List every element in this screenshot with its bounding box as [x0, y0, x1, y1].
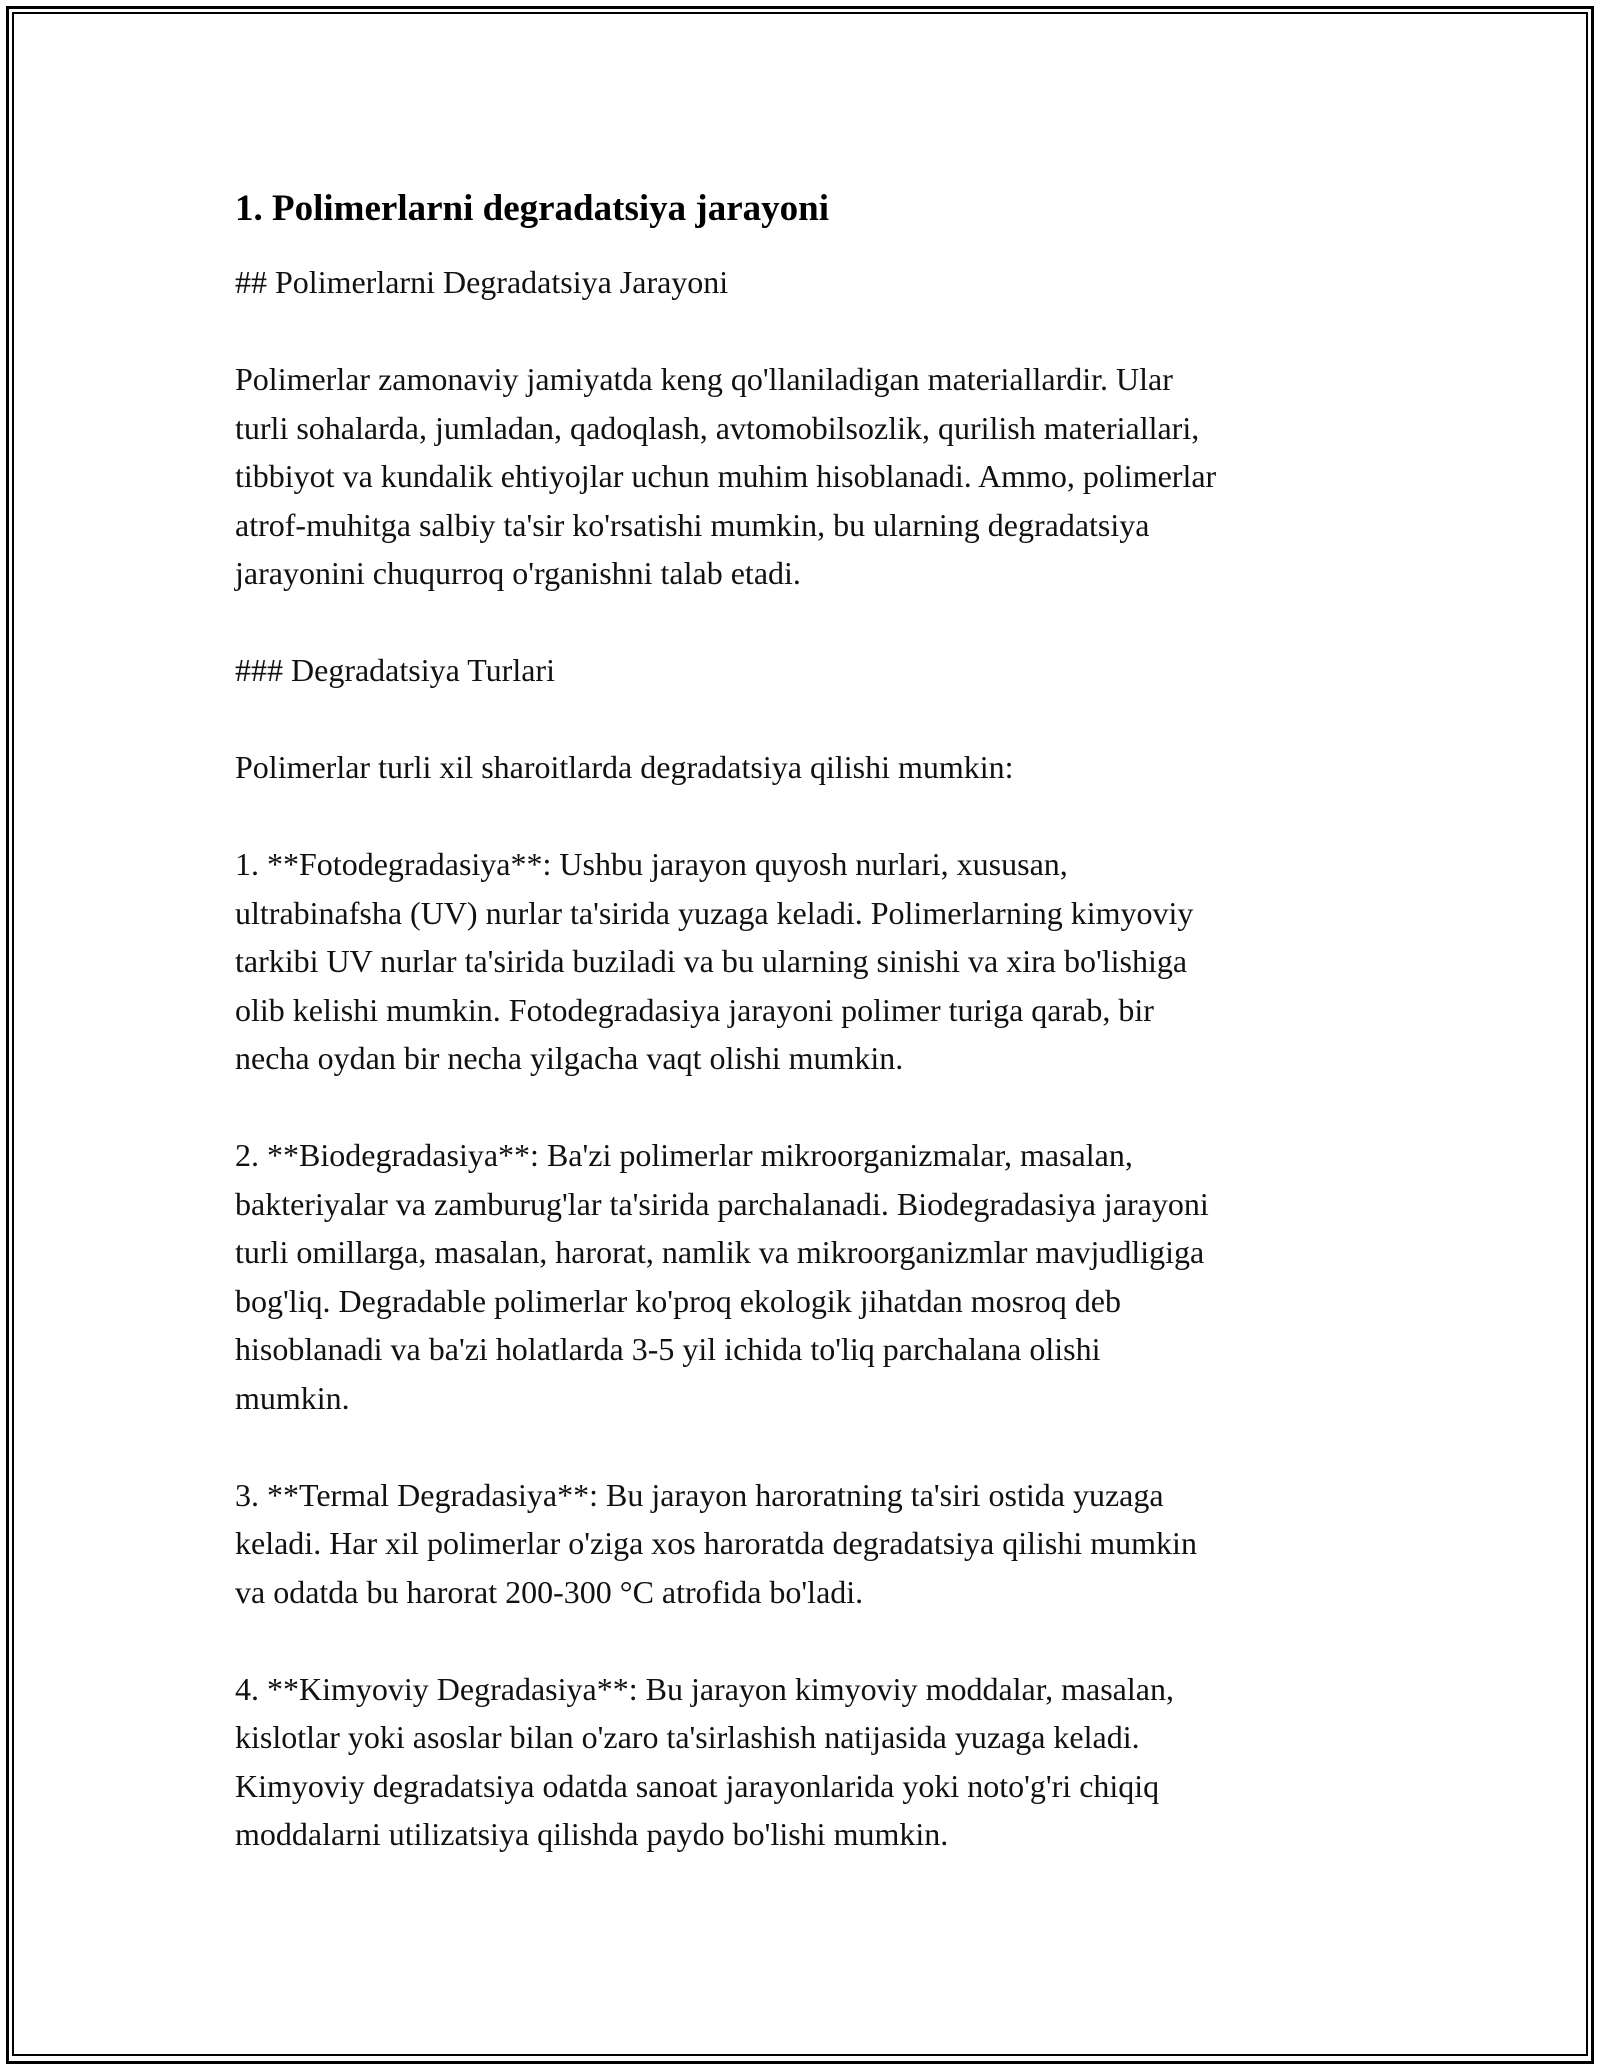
- list-item-chemical-degradation: 4. **Kimyoviy Degradasiya**: Bu jarayon kimyoviy moddalar, masalan, kislotlar yoki asoslar bilan o'zaro ta'sirlashish natijasida yuzaga keladi. Kimyoviy degradatsiya odatda sanoat jarayonlarida yoki noto'g'ri chiqiq moddalarni utilizatsiya qilishda paydo bo'lishi mumkin.: [235, 1670, 1174, 1852]
- section-heading-markdown: ## Polimerlarni Degradatsiya Jarayoni: [235, 264, 729, 300]
- document-body: [235, 186, 1375, 1907]
- intro-paragraph: Polimerlar zamonaviy jamiyatda keng qo'llaniladigan materiallardir. Ular turli sohalarda, jumladan, qadoqlash, avtomobilsozlik, qurilish materiallari, tibbiyot va kundalik ehtiyojlar uchun muhim hisoblanadi. Ammo, polimerlar atrof-muhitga salbiy ta'sir ko'rsatishi mumkin, bu ularning degradatsiya jarayonini chuqurroq o'rganishni talab etadi.: [235, 361, 1217, 591]
- subsection-heading-markdown: ### Degradatsiya Turlari: [235, 652, 555, 688]
- list-item-thermal-degradation: 3. **Termal Degradasiya**: Bu jarayon haroratning ta'siri ostida yuzaga keladi. Har xil polimerlar o'ziga xos haroratda degradatsiya qilishi mumkin va odatda bu harorat 200-300 °C atrofida bo'ladi.: [235, 1476, 1197, 1610]
- list-item-biodegradation: 2. **Biodegradasiya**: Ba'zi polimerlar mikroorganizmalar, masalan, bakteriyalar va zamburug'lar ta'sirida parchalanadi. Biodegradasiya jarayoni turli omillarga, masalan, harorat, namlik va mikroorganizmlar mavjudligiga bog'liq. Degradable polimerlar ko'proq ekologik jihatdan mosroq deb hisoblanadi va ba'zi holatlarda 3-5 yil ichida to'liq parchalana olishi mumkin.: [235, 1137, 1209, 1416]
- list-item-photodegradation: 1. **Fotodegradasiya**: Ushbu jarayon quyosh nurlari, xususan, ultrabinafsha (UV) nurlar ta'sirida yuzaga keladi. Polimerlarning kimyoviy tarkibi UV nurlar ta'sirida buziladi va bu ularning sinishi va xira bo'lishiga olib kelishi mumkin. Fotodegradasiya jarayoni polimer turiga qarab, bir necha oydan bir necha yilgacha vaqt olishi mumkin.: [235, 846, 1194, 1076]
- page-title: 1. Polimerlarni degradatsiya jarayoni: [235, 188, 829, 229]
- types-intro-paragraph: Polimerlar turli xil sharoitlarda degradatsiya qilishi mumkin:: [235, 749, 1014, 785]
